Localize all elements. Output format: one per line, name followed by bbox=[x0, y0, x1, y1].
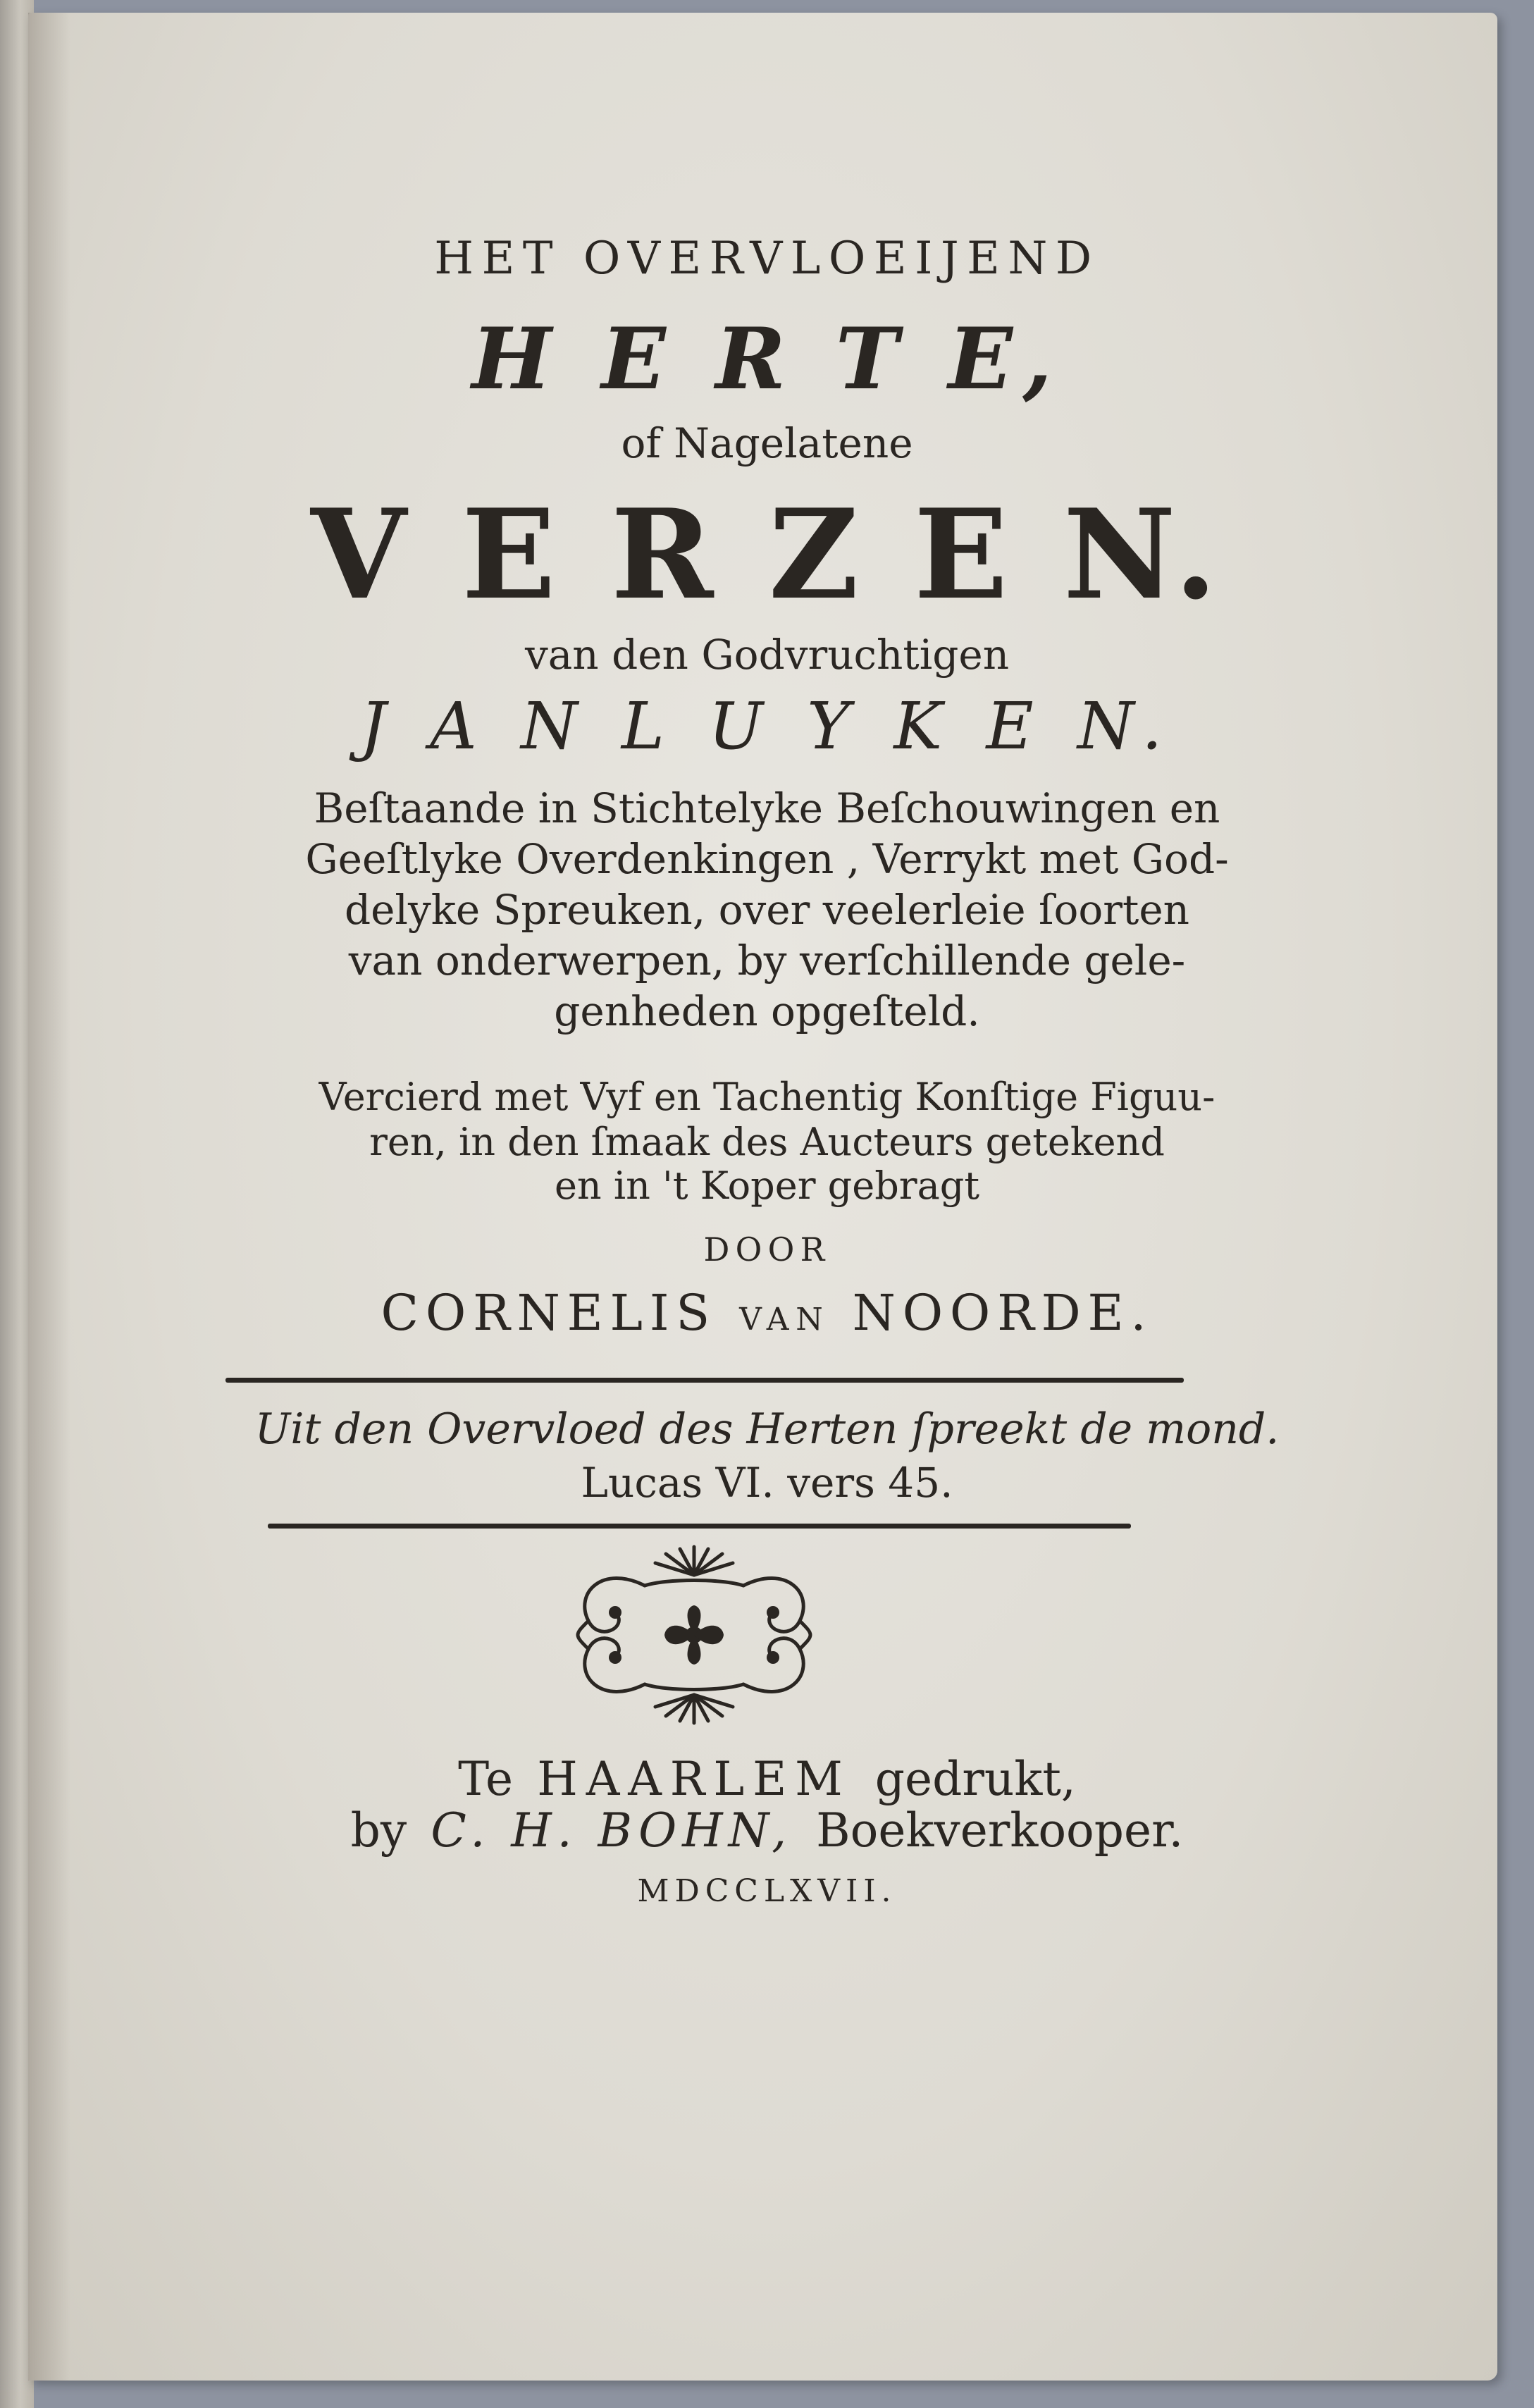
imprint-line-2 bbox=[0, 1803, 1534, 1858]
imprint-te: Te bbox=[458, 1752, 514, 1806]
illustration-line-1: Vercierd met Vyf en Tachentig Konſtige Figuu- bbox=[318, 1075, 1216, 1119]
rule-top bbox=[225, 1378, 1184, 1383]
description-line-1: Beſtaande in Stichtelyke Beſchouwingen en bbox=[314, 784, 1220, 832]
rule-bottom bbox=[268, 1524, 1131, 1529]
author-van: VAN bbox=[739, 1302, 830, 1338]
title-van-den-godvruchtigen: van den Godvruchtigen bbox=[524, 631, 1010, 679]
title-jan-luyken: J A N L U Y K E N. bbox=[360, 689, 1174, 764]
imprint-gedrukt: gedrukt, bbox=[874, 1752, 1076, 1806]
imprint-printer: C. H. BOHN, bbox=[431, 1803, 792, 1858]
author-last-name: NOORDE. bbox=[852, 1284, 1153, 1342]
description-line-3: delyke Spreuken, over veelerleie ſoorten bbox=[344, 886, 1190, 934]
illustration-line-3: en in 't Koper gebragt bbox=[554, 1163, 980, 1208]
door-label: DOOR bbox=[703, 1230, 831, 1268]
printers-ornament bbox=[560, 1536, 828, 1734]
imprint-by: by bbox=[350, 1803, 407, 1858]
imprint-city: HAARLEM bbox=[537, 1752, 851, 1806]
title-herte: H E R T E, bbox=[471, 309, 1063, 409]
title-verzen: V E R Z E N. bbox=[310, 483, 1224, 627]
description-line-5: genheden opgeſteld. bbox=[554, 987, 980, 1035]
author-first-name: CORNELIS bbox=[381, 1284, 717, 1342]
title-line-1: HET OVERVLOEIJEND bbox=[434, 233, 1100, 285]
author-name bbox=[0, 1284, 1534, 1342]
motto: Uit den Overvloed des Herten ſpreekt de mond. bbox=[254, 1404, 1280, 1454]
imprint-boekverkooper: Boekverkooper. bbox=[816, 1803, 1184, 1858]
title-of-nagelatene: of Nagelatene bbox=[621, 419, 913, 467]
motto-citation: Lucas VI. vers 45. bbox=[581, 1459, 953, 1507]
imprint-year: MDCCLXVII. bbox=[637, 1873, 897, 1909]
description-line-4: van onderwerpen, by verſchillende gele- bbox=[348, 937, 1186, 984]
description-line-2: Geeſtlyke Overdenkingen , Verrykt met God- bbox=[305, 835, 1229, 883]
illustration-line-2: ren, in den ſmaak des Aucteurs getekend bbox=[369, 1120, 1165, 1164]
imprint-line-1 bbox=[0, 1752, 1534, 1806]
